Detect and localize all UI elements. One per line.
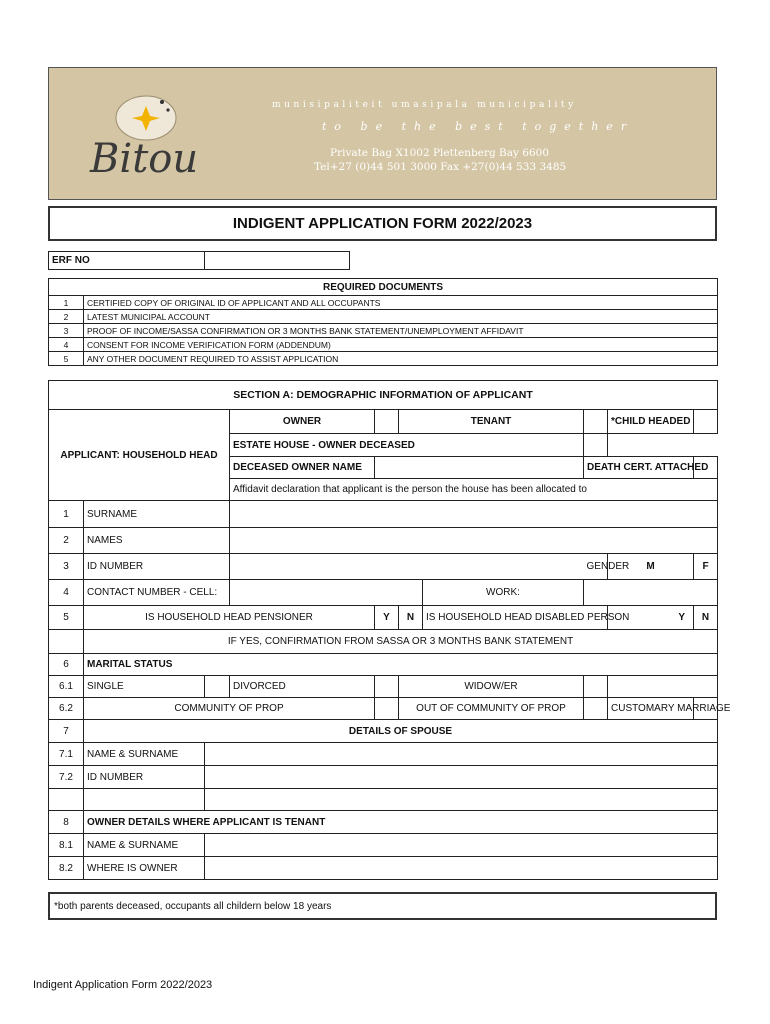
contact-cell-label: CONTACT NUMBER - CELL: [84, 580, 230, 606]
table-row: 1 CERTIFIED COPY OF ORIGINAL ID OF APPLICANT AND ALL OCCUPANTS [49, 296, 718, 310]
contact-line: Tel+27 (0)44 501 3000 Fax +27(0)44 533 3485 [314, 161, 567, 173]
spouse-name-label: NAME & SURNAME [84, 743, 205, 766]
where-owner-input[interactable] [205, 857, 718, 880]
customary-label: CUSTOMARY MARRIAGE [608, 698, 694, 720]
pensioner-no[interactable]: N [399, 606, 423, 630]
bitou-logo [88, 88, 218, 184]
table-row: 3 PROOF OF INCOME/SASSA CONFIRMATION OR 3 MONTHS BANK STATEMENT/UNEMPLOYMENT AFFIDAVIT [49, 324, 718, 338]
out-community-label: OUT OF COMMUNITY OF PROP [399, 698, 584, 720]
table-row: 5 ANY OTHER DOCUMENT REQUIRED TO ASSIST APPLICATION [49, 352, 718, 366]
child-headed-label: *CHILD HEADED [608, 410, 694, 434]
svg-text:Bitou: Bitou [90, 136, 199, 182]
deceased-owner-input[interactable] [375, 457, 584, 479]
gender-m[interactable]: M [608, 554, 694, 580]
spouse-id-input[interactable] [205, 766, 718, 789]
owner-name-input[interactable] [205, 834, 718, 857]
tenant-label: TENANT [399, 410, 584, 434]
owner-details-heading: OWNER DETAILS WHERE APPLICANT IS TENANT [84, 811, 718, 834]
table-row: 2 LATEST MUNICIPAL ACCOUNT [49, 310, 718, 324]
disabled-yes[interactable]: Y [608, 606, 694, 630]
erf-table [48, 251, 350, 270]
death-cert-label: DEATH CERT. ATTACHED [584, 457, 694, 479]
required-documents-table [48, 278, 718, 366]
page-footer: Indigent Application Form 2022/2023 [33, 979, 213, 991]
tenant-checkbox[interactable] [584, 410, 608, 434]
owner-checkbox[interactable] [375, 410, 399, 434]
surname-label: SURNAME [84, 501, 230, 528]
household-head-label: APPLICANT: HOUSEHOLD HEAD [49, 410, 230, 501]
work-input[interactable] [584, 580, 718, 606]
id-number-input[interactable] [230, 554, 584, 580]
owner-label: OWNER [230, 410, 375, 434]
names-input[interactable] [230, 528, 718, 554]
erf-label: ERF NO [49, 252, 205, 270]
spouse-extra-input[interactable] [205, 789, 718, 811]
single-label: SINGLE [84, 676, 205, 698]
estate-house-checkbox[interactable] [584, 434, 608, 457]
spouse-id-label: ID NUMBER [84, 766, 205, 789]
spouse-name-input[interactable] [205, 743, 718, 766]
divorced-checkbox[interactable] [375, 676, 399, 698]
required-docs-heading: REQUIRED DOCUMENTS [49, 279, 718, 296]
erf-input[interactable] [205, 252, 350, 270]
child-headed-note: *both parents deceased, occupants all childern below 18 years [48, 892, 717, 920]
owner-name-label: NAME & SURNAME [84, 834, 205, 857]
table-row: 4 CONSENT FOR INCOME VERIFICATION FORM (ADDENDUM) [49, 338, 718, 352]
widow-label: WIDOW/ER [399, 676, 584, 698]
divorced-label: DIVORCED [230, 676, 375, 698]
gender-label: GENDER [584, 554, 608, 580]
widow-checkbox[interactable] [584, 676, 608, 698]
child-headed-checkbox[interactable] [694, 410, 718, 434]
disabled-no[interactable]: N [694, 606, 718, 630]
disabled-label: IS HOUSEHOLD HEAD DISABLED PERSON [423, 606, 608, 630]
pensioner-yes[interactable]: Y [375, 606, 399, 630]
address: Private Bag X1002 Plettenberg Bay 6600 [330, 147, 550, 159]
pensioner-label: IS HOUSEHOLD HEAD PENSIONER [84, 606, 375, 630]
contact-cell-input[interactable] [230, 580, 423, 606]
single-checkbox[interactable] [205, 676, 230, 698]
deceased-owner-label: DECEASED OWNER NAME [230, 457, 375, 479]
form-title: INDIGENT APPLICATION FORM 2022/2023 [48, 206, 717, 241]
where-owner-label: WHERE IS OWNER [84, 857, 205, 880]
id-number-label: ID NUMBER [84, 554, 230, 580]
org-tagline: munisipaliteit umasipala municipality [272, 100, 577, 110]
estate-house-label: ESTATE HOUSE - OWNER DECEASED [230, 434, 584, 457]
marital-status-label: MARITAL STATUS [84, 654, 718, 676]
gender-f[interactable]: F [694, 554, 718, 580]
community-label: COMMUNITY OF PROP [84, 698, 375, 720]
surname-input[interactable] [230, 501, 718, 528]
section-a-heading: SECTION A: DEMOGRAPHIC INFORMATION OF APPLICANT [49, 381, 718, 410]
out-community-checkbox[interactable] [584, 698, 608, 720]
sassa-note: IF YES, CONFIRMATION FROM SASSA OR 3 MONTHS BANK STATEMENT [84, 630, 718, 654]
community-checkbox[interactable] [375, 698, 399, 720]
spouse-heading: DETAILS OF SPOUSE [84, 720, 718, 743]
names-label: NAMES [84, 528, 230, 554]
section-a-table: SECTION A: DEMOGRAPHIC INFORMATION OF APPLICANT APPLICANT: HOUSEHOLD HEAD OWNER TENANT *CHILD HEADED ESTATE HOUSE - OWNER DECEASED DECEASED OWNER NAME DEATH CERT. ATTACHED Affidavit declaration that applicant is the person the house has been allocated to 1 SURNAME 2 NAMES 3 ID NUMBER GENDER M F 4 CONTACT NUMBER - CELL: WORK: 5 IS HOUSEHOLD HEAD PENSIONER Y N IS HOUSEHOLD HEAD DISABLED PERSON Y N IF YES, CONFIRMATION FROM SASSA OR 3 MONTHS BANK STATEMENT 6 MARITAL STATUS 6.1 SINGLE DIVORCED WIDOW/ER 6.2 COMMUNITY OF PROP OUT OF COMMUNITY OF PROP CUSTOMARY MARRIAGE 7 DETAILS OF SPOUSE 7.1 NAME & SURNAME 7.2 ID NUMBER 8 OWNER DETAILS WHERE APPLICANT IS TENANT 8.1 NAME & SURNAME 8.2 WHERE IS OWNER [48, 380, 718, 880]
motto: to be the best together [322, 120, 635, 133]
affidavit-text: Affidavit declaration that applicant is the person the house has been allocated to [230, 479, 718, 501]
work-label: WORK: [423, 580, 584, 606]
